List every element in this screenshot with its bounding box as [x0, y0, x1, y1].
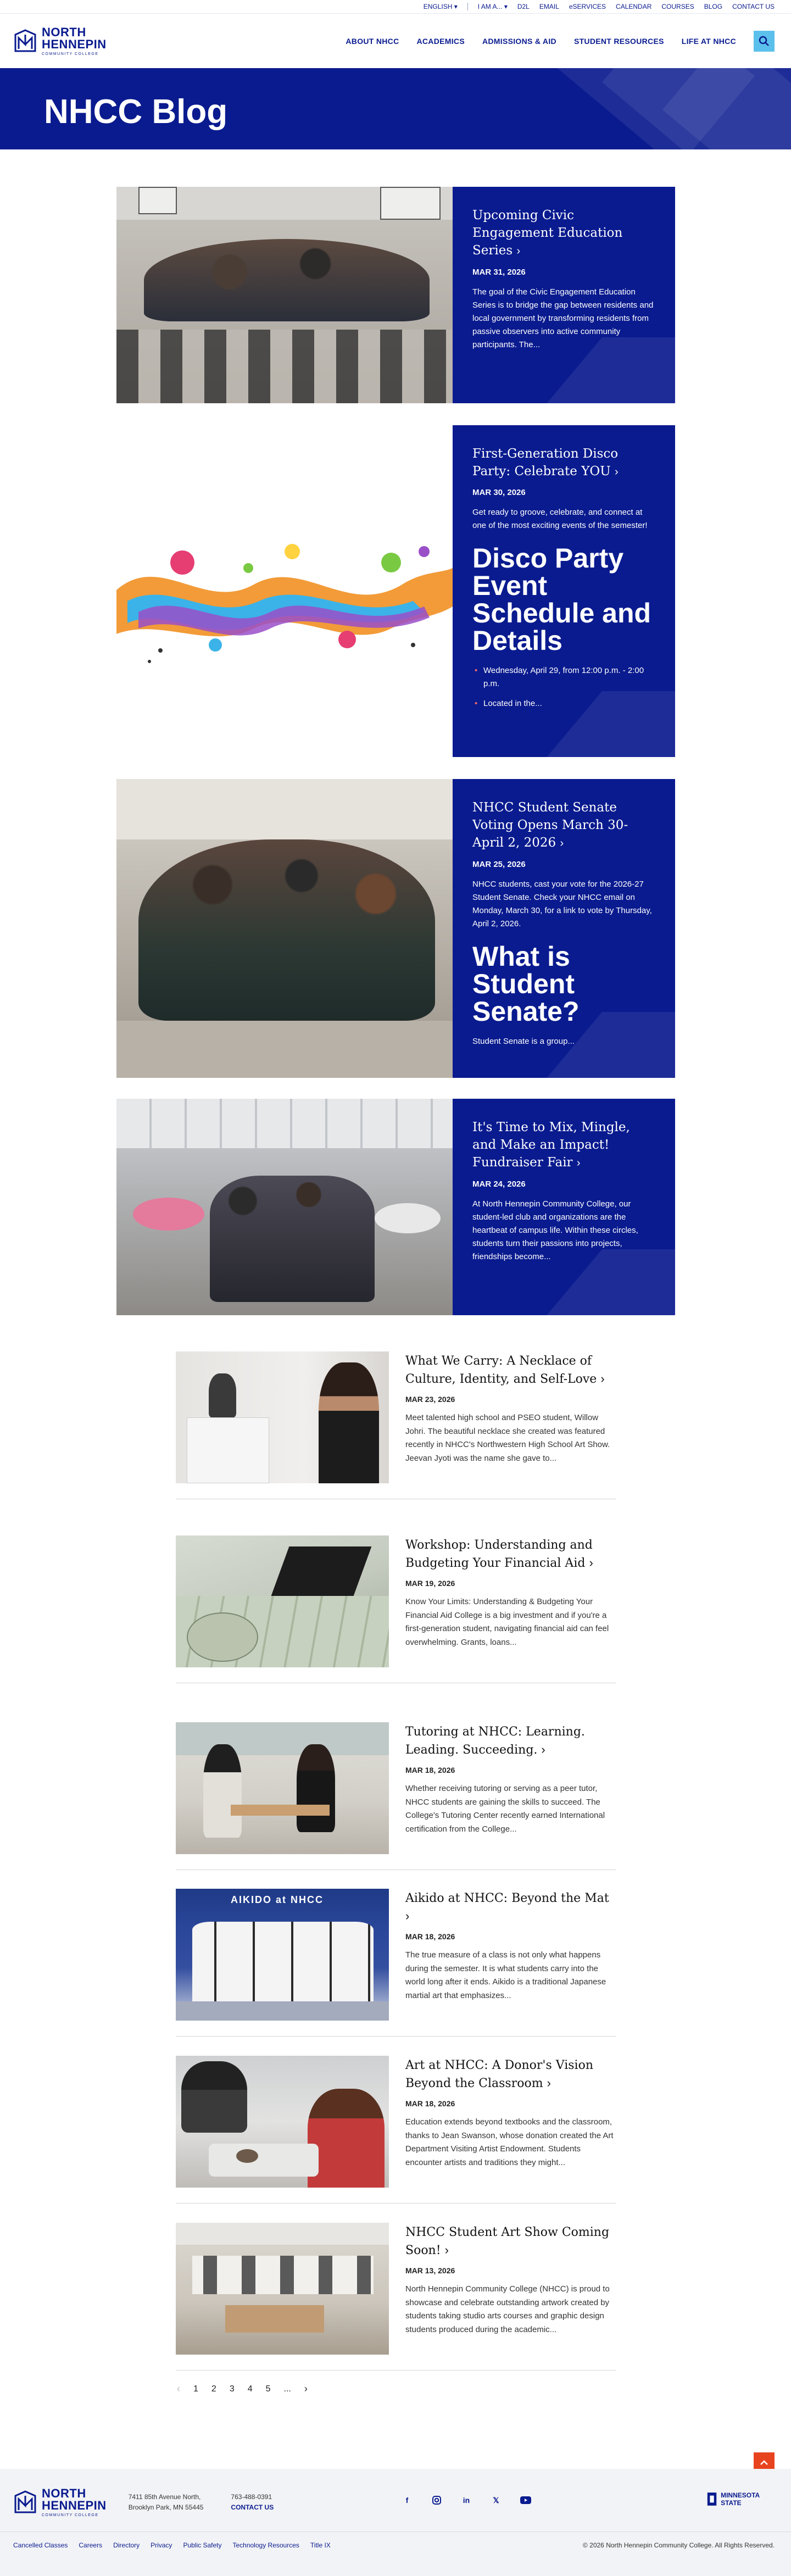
logo-line3: COMMUNITY COLLEGE: [42, 2513, 99, 2517]
footer-address: [129, 2492, 204, 2513]
post-subheading: Disco Party Event Schedule and Details: [472, 543, 651, 656]
logo-line2: HENNEPIN: [42, 2499, 107, 2512]
chevron-right-icon: ›: [576, 1157, 581, 1170]
post-date: MAR 31, 2026: [472, 267, 526, 277]
post-subheading: What is Student Senate?: [472, 941, 580, 1027]
logo-mark-icon: [13, 29, 37, 53]
site-logo[interactable]: [13, 26, 107, 56]
post-title[interactable]: [472, 445, 655, 480]
post-image[interactable]: [176, 1889, 389, 2021]
language-select[interactable]: [424, 3, 458, 10]
utility-link-contact[interactable]: CONTACT US: [732, 3, 775, 10]
featured-post[interactable]: [116, 779, 675, 1078]
featured-post[interactable]: [116, 1099, 675, 1315]
search-button[interactable]: [754, 31, 775, 52]
post-date: MAR 25, 2026: [472, 859, 526, 869]
minnesota-state-text: MINNESOTA STATE: [721, 2491, 760, 2507]
page-link[interactable]: 4: [247, 2384, 253, 2394]
page-link[interactable]: 5: [265, 2384, 271, 2394]
post-date: MAR 23, 2026: [405, 1394, 455, 1404]
chevron-right-icon: ›: [405, 1909, 410, 1923]
post-title-text: What We Carry: A Necklace of Culture, Identity, and Self-Love: [405, 1354, 597, 1386]
prev-page-icon[interactable]: ‹: [177, 2383, 180, 2394]
i-am-select[interactable]: [478, 3, 508, 10]
post-title-text: NHCC Student Art Show Coming Soon!: [405, 2226, 610, 2257]
post-excerpt: Meet talented high school and PSEO student, Willow Johri. The beautiful necklace she created was featured recently in NHCC's Northwestern High School Art Show. Jeevan Jyoti was the name she gave to...: [405, 1412, 610, 1464]
post-date: MAR 18, 2026: [405, 1932, 455, 1941]
linkedin-icon[interactable]: in: [463, 2496, 470, 2505]
social-links: [401, 2494, 532, 2506]
chevron-up-icon: [759, 2458, 769, 2468]
post-excerpt: Know Your Limits: Understanding & Budgeting Your Financial Aid College is a big investment and if you're a first-generation student, navigating financial aid can feel overwhelming. Grants, loans...: [405, 1596, 609, 1648]
nav-student-resources[interactable]: STUDENT RESOURCES: [573, 36, 664, 46]
post-bullet: • Located in the...: [472, 697, 655, 710]
utility-link-d2l[interactable]: D2L: [517, 3, 530, 10]
logo-line3: COMMUNITY COLLEGE: [42, 52, 99, 56]
post-image[interactable]: [176, 1722, 389, 1854]
list-item[interactable]: [176, 1351, 616, 1499]
post-title-text: Aikido at NHCC: Beyond the Mat: [405, 1891, 609, 1905]
post-title[interactable]: [472, 1119, 655, 1172]
post-bullets: [472, 664, 655, 710]
page-banner: [0, 68, 791, 149]
footer-link[interactable]: Title IX: [310, 2541, 331, 2549]
page-title: NHCC Blog: [44, 93, 228, 131]
post-title-text: NHCC Student Senate Voting Opens March 30-April 2, 2026: [472, 800, 628, 850]
post-date: MAR 18, 2026: [405, 1765, 455, 1774]
post-excerpt: At North Hennepin Community College, our student-led club and organizations are the heartbeat of campus life. Within these circles, students turn their passions into projects, friendships become...: [472, 1199, 638, 1261]
post-title-text: First-Generation Disco Party: Celebrate YOU: [472, 447, 619, 479]
list-item[interactable]: [176, 1722, 616, 1870]
footer-links: [13, 2541, 331, 2549]
post-title[interactable]: [405, 2057, 616, 2093]
chevron-down-icon: ▾: [504, 3, 508, 10]
site-footer: [0, 2469, 791, 2576]
minnesota-state-logo[interactable]: [706, 2491, 777, 2507]
copyright: © 2026 North Hennepin Community College. All Rights Reserved.: [582, 2541, 775, 2549]
page-ellipsis: ...: [283, 2384, 291, 2394]
post-title[interactable]: [472, 799, 655, 852]
post-excerpt: Education extends beyond textbooks and the classroom, thanks to Jean Swanson, whose donation created the Art Department Visiting Artist Endowment. Students encounter artists and traditions they might...: [405, 2117, 614, 2168]
utility-link-eservices[interactable]: eSERVICES: [569, 3, 606, 10]
contact-us-link[interactable]: CONTACT US: [231, 2503, 274, 2511]
post-bullet: • Wednesday, April 29, from 12:00 p.m. - 2:00 p.m.: [472, 664, 655, 691]
post-image[interactable]: [116, 187, 453, 403]
x-icon[interactable]: 𝕏: [493, 2495, 499, 2505]
footer-link[interactable]: Technology Resources: [232, 2541, 299, 2549]
post-excerpt: Get ready to groove, celebrate, and connect at one of the most exciting events of the semester!: [472, 508, 648, 531]
post-title-text: Workshop: Understanding and Budgeting Your Financial Aid: [405, 1538, 593, 1570]
divider: [467, 3, 468, 10]
footer-link[interactable]: Cancelled Classes: [13, 2541, 68, 2549]
next-page-icon[interactable]: ›: [304, 2383, 308, 2394]
pagination: [177, 2383, 308, 2395]
footer-contact: [231, 2492, 274, 2513]
utility-link-courses[interactable]: COURSES: [661, 3, 694, 10]
main-nav: [346, 31, 775, 52]
post-image[interactable]: [176, 2056, 389, 2188]
post-title[interactable]: [405, 1353, 616, 1388]
post-image[interactable]: [116, 779, 453, 1078]
logo-line1: NORTH: [42, 25, 86, 39]
facebook-icon[interactable]: f: [405, 2496, 409, 2505]
phone-number[interactable]: 763-488-0391: [231, 2492, 272, 2501]
post-title-text: It's Time to Mix, Mingle, and Make an Impact! Fundraiser Fair: [472, 1120, 630, 1170]
post-title[interactable]: [472, 207, 655, 260]
logo-line1: NORTH: [42, 2486, 86, 2500]
site-header: [0, 13, 791, 68]
post-excerpt: The true measure of a class is not only what happens during the semester. It is what students carry into the world long after it ends. Aikido is a traditional Japanese martial art that emphasizes...: [405, 1950, 606, 2001]
nav-life[interactable]: LIFE AT NHCC: [681, 36, 736, 46]
utility-bar: [0, 0, 791, 13]
post-title[interactable]: [405, 2224, 616, 2260]
instagram-icon[interactable]: [431, 2494, 443, 2506]
featured-post[interactable]: [116, 187, 675, 403]
post-image[interactable]: [176, 2223, 389, 2355]
list-item[interactable]: [176, 2223, 616, 2371]
utility-link-email[interactable]: EMAIL: [539, 3, 559, 10]
list-item[interactable]: [176, 1889, 616, 2037]
post-date: MAR 19, 2026: [405, 1578, 455, 1588]
chevron-right-icon: ›: [444, 2243, 449, 2257]
address-line: Brooklyn Park, MN 55445: [128, 2503, 204, 2511]
post-date: MAR 18, 2026: [405, 2099, 455, 2108]
youtube-icon[interactable]: [520, 2494, 532, 2506]
post-excerpt: Whether receiving tutoring or serving as a peer tutor, NHCC students are gaining the skills to succeed. The College's Tutoring Center recently earned International certification from the College...: [405, 1783, 605, 1834]
chevron-right-icon: ›: [541, 1742, 545, 1756]
post-image[interactable]: [116, 425, 453, 757]
page-link[interactable]: 2: [211, 2384, 216, 2394]
language-label: ENGLISH: [423, 3, 453, 10]
chevron-right-icon: ›: [614, 466, 619, 479]
nav-about[interactable]: ABOUT NHCC: [346, 36, 399, 46]
utility-link-calendar[interactable]: CALENDAR: [616, 3, 652, 10]
footer-link[interactable]: Privacy: [151, 2541, 172, 2549]
footer-link[interactable]: Directory: [113, 2541, 140, 2549]
aikido-banner-text: AIKIDO at NHCC: [231, 1894, 324, 1905]
post-title-text: Tutoring at NHCC: Learning. Leading. Succeeding.: [405, 1725, 585, 1757]
minnesota-state-icon: [706, 2491, 717, 2507]
logo-line2: HENNEPIN: [42, 37, 107, 51]
chevron-right-icon: ›: [516, 245, 521, 258]
post-title[interactable]: [405, 1537, 616, 1572]
post-date: MAR 24, 2026: [472, 1179, 526, 1189]
post-excerpt: North Hennepin Community College (NHCC) is proud to showcase and celebrate outstanding artwork created by students taking studio arts courses and graphic design students produced during the academic...: [405, 2284, 610, 2335]
post-date: MAR 13, 2026: [405, 2266, 455, 2275]
footer-logo[interactable]: [13, 2488, 107, 2517]
list-item[interactable]: [176, 1535, 616, 1683]
post-title[interactable]: [405, 1890, 616, 1926]
post-excerpt: NHCC students, cast your vote for the 2026-27 Student Senate. Check your NHCC email on Monday, March 30, for a link to vote by Thursday, April 2, 2026.: [472, 879, 652, 928]
chevron-right-icon: ›: [600, 1371, 605, 1386]
post-excerpt: The goal of the Civic Engagement Education Series is to bridge the gap between residents and local government by transforming residents from passive observers into active community participants. The...: [472, 287, 654, 349]
featured-post[interactable]: [116, 425, 675, 757]
chevron-down-icon: ▾: [454, 3, 458, 10]
post-title[interactable]: [405, 1723, 616, 1759]
nav-admissions[interactable]: ADMISSIONS & AID: [482, 36, 556, 46]
utility-link-blog[interactable]: BLOG: [704, 3, 723, 10]
post-excerpt: Student Senate is a group...: [472, 1036, 575, 1046]
search-icon: [759, 36, 770, 47]
post-title-text: Upcoming Civic Engagement Education Series: [472, 208, 623, 258]
address-line: 7411 85th Avenue North,: [128, 2492, 201, 2501]
page-link[interactable]: 1: [193, 2384, 198, 2394]
i-am-label: I AM A...: [477, 3, 503, 10]
footer-link[interactable]: Careers: [79, 2541, 103, 2549]
post-image[interactable]: [116, 1099, 453, 1315]
post-title-text: Art at NHCC: A Donor's Vision Beyond the Classroom: [405, 2058, 593, 2090]
footer-link[interactable]: Public Safety: [183, 2541, 222, 2549]
page-link[interactable]: 3: [229, 2384, 235, 2394]
chevron-right-icon: ›: [589, 1555, 593, 1570]
post-image[interactable]: [176, 1351, 389, 1483]
post-image[interactable]: [176, 1535, 389, 1667]
nav-academics[interactable]: ACADEMICS: [416, 36, 465, 46]
post-date: MAR 30, 2026: [472, 488, 526, 498]
chevron-right-icon: ›: [547, 2076, 551, 2090]
disco-art-image: [116, 425, 453, 757]
chevron-right-icon: ›: [560, 837, 564, 850]
list-item[interactable]: [176, 2056, 616, 2204]
logo-mark-icon: [13, 2490, 37, 2514]
